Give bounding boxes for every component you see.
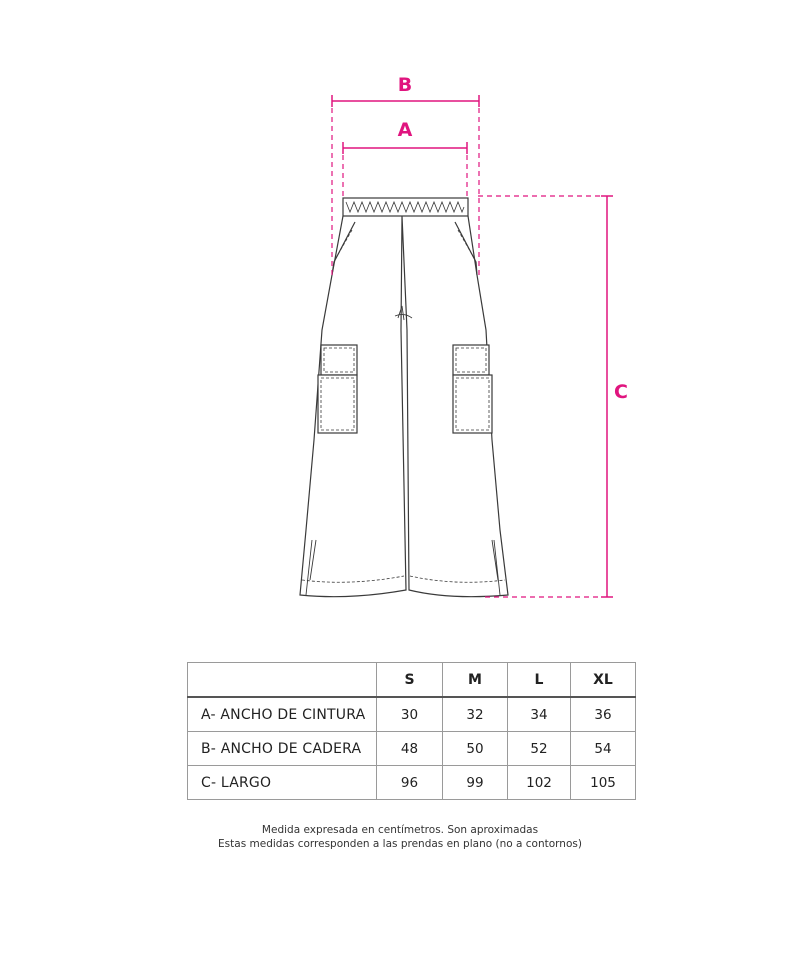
note-flat-measurement: Estas medidas corresponden a las prendas en plano (no a contornos) bbox=[218, 838, 582, 850]
dimension-b-label: B bbox=[397, 74, 413, 96]
note-approximate: Medida expresada en centímetros. Son aproximadas bbox=[261, 824, 539, 836]
table-cell: 32 bbox=[443, 697, 508, 732]
header-size-xl: XL bbox=[571, 663, 636, 698]
waistband bbox=[343, 198, 468, 216]
header-size-l: L bbox=[508, 663, 571, 698]
table-cell: 96 bbox=[377, 766, 443, 800]
table-cell: 50 bbox=[443, 732, 508, 766]
table-row bbox=[188, 697, 636, 732]
left-front-pocket bbox=[332, 222, 355, 275]
table-cell: 52 bbox=[508, 732, 571, 766]
table-header-row bbox=[188, 663, 636, 698]
table-cell: 102 bbox=[508, 766, 571, 800]
header-empty bbox=[188, 663, 377, 698]
fly bbox=[395, 306, 412, 320]
table-row bbox=[188, 732, 636, 766]
table-cell: 30 bbox=[377, 697, 443, 732]
table-cell: 34 bbox=[508, 697, 571, 732]
right-cargo-pocket bbox=[453, 375, 492, 433]
table-cell: 48 bbox=[377, 732, 443, 766]
dimension-a-label: A bbox=[397, 119, 413, 141]
row-label: A- ANCHO DE CINTURA bbox=[188, 697, 377, 732]
row-label: C- LARGO bbox=[188, 766, 377, 800]
dimension-a bbox=[343, 142, 467, 196]
pants-drawing bbox=[300, 198, 508, 597]
dimension-c-label: C bbox=[614, 381, 628, 403]
left-hem bbox=[302, 576, 404, 582]
header-size-m: M bbox=[443, 663, 508, 698]
left-cargo-pocket bbox=[318, 375, 357, 433]
row-label: B- ANCHO DE CADERA bbox=[188, 732, 377, 766]
table-cell: 36 bbox=[571, 697, 636, 732]
left-slit bbox=[306, 540, 316, 595]
table-cell: 105 bbox=[571, 766, 636, 800]
right-hem bbox=[410, 576, 505, 582]
right-cargo-flap bbox=[453, 345, 489, 375]
left-cargo-flap bbox=[321, 345, 357, 375]
size-table bbox=[187, 662, 636, 800]
table-cell: 99 bbox=[443, 766, 508, 800]
table-row bbox=[188, 766, 636, 800]
table-cell: 54 bbox=[571, 732, 636, 766]
right-slit bbox=[492, 540, 500, 595]
header-size-s: S bbox=[377, 663, 443, 698]
dimension-c bbox=[478, 196, 613, 597]
